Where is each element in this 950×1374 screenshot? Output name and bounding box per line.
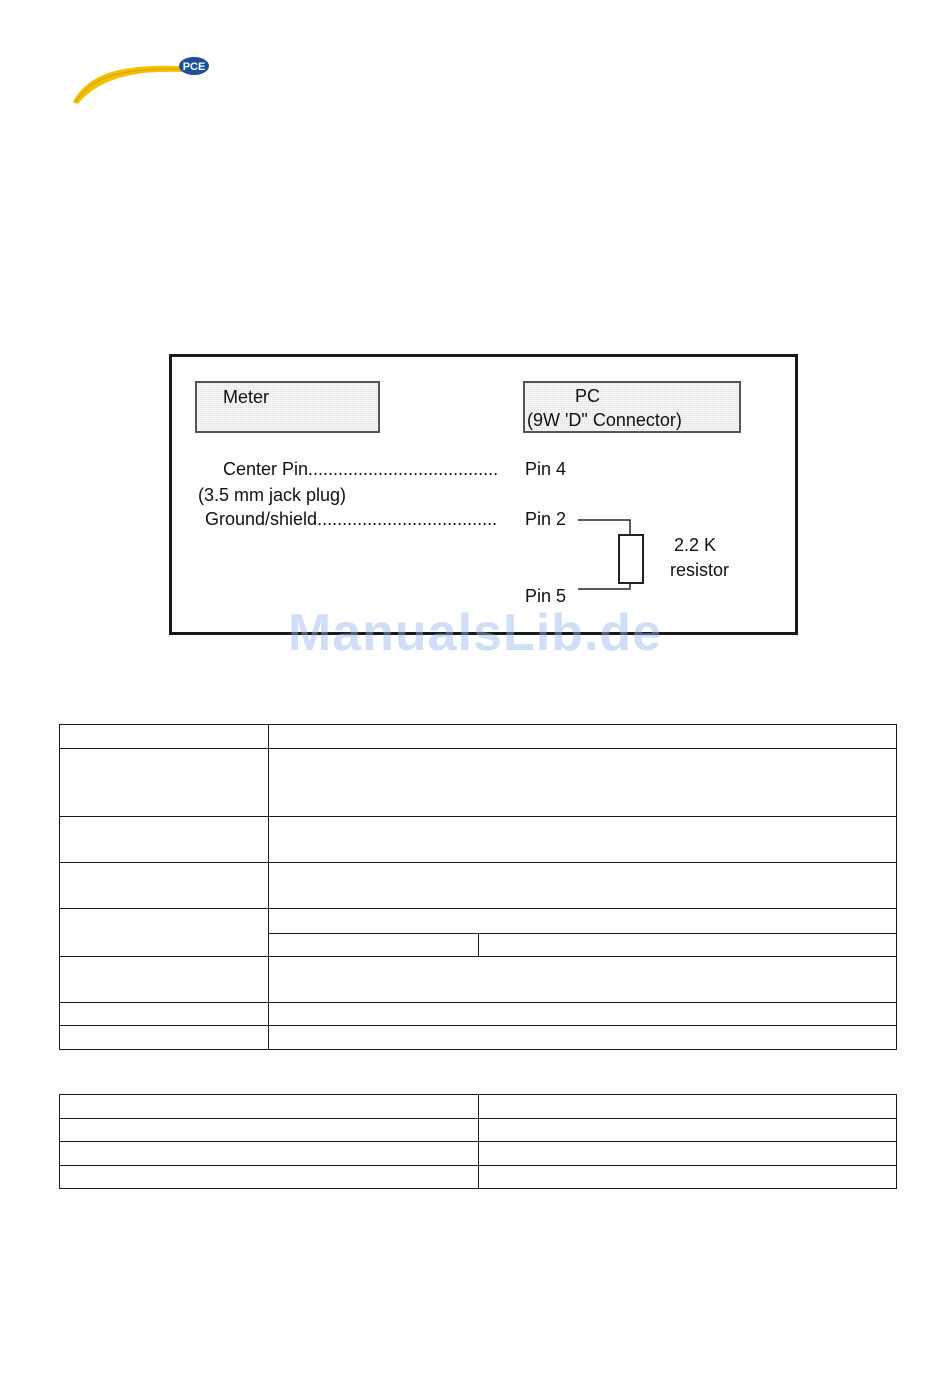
table-cell — [60, 725, 269, 749]
table-row — [60, 863, 897, 909]
table-row — [60, 1166, 897, 1189]
meter-label-box — [195, 381, 380, 433]
resistor-symbol — [619, 535, 643, 583]
table-cell — [60, 957, 269, 1003]
table-cell — [60, 909, 269, 957]
table-cell — [269, 934, 479, 957]
pce-logo — [70, 48, 220, 108]
table-row — [60, 749, 897, 817]
center-pin-text: Center Pin...................................... — [223, 459, 499, 479]
table-cell — [60, 1142, 479, 1166]
table-row — [60, 1119, 897, 1142]
meter-label: Meter — [223, 387, 270, 407]
jack-plug-text: (3.5 mm jack plug) — [198, 485, 347, 505]
pc-connector-label: (9W 'D" Connector) — [527, 410, 682, 430]
table-row — [60, 957, 897, 1003]
logo-text: PCE — [182, 61, 206, 73]
watermark: ManualsLib.de — [287, 604, 663, 662]
table-row — [60, 909, 897, 934]
pin2-wire — [578, 520, 630, 535]
table-cell — [60, 749, 269, 817]
table-row — [60, 1095, 897, 1119]
accessories-table — [59, 1094, 897, 1189]
table-cell — [269, 749, 897, 817]
table-cell — [479, 1166, 897, 1189]
pin2-label: Pin 2 — [525, 509, 567, 529]
ground-shield-text: Ground/shield.................................... — [205, 509, 498, 529]
table-row — [60, 725, 897, 749]
table-cell — [479, 934, 897, 957]
specification-table — [59, 724, 897, 1050]
table-cell — [60, 1003, 269, 1026]
table-cell — [479, 1095, 897, 1119]
table-cell — [60, 1119, 479, 1142]
table-row — [60, 1142, 897, 1166]
pc-label-box — [523, 381, 741, 433]
table-cell — [479, 1119, 897, 1142]
table-row — [60, 817, 897, 863]
table-row — [60, 1003, 897, 1026]
table-cell — [269, 1003, 897, 1026]
table-cell — [60, 863, 269, 909]
table-cell — [60, 817, 269, 863]
resistor-label: resistor — [670, 560, 730, 580]
table-cell — [269, 725, 897, 749]
pin4-label: Pin 4 — [525, 459, 567, 479]
resistor-value: 2.2 K — [674, 535, 717, 555]
pin5-label: Pin 5 — [525, 586, 567, 606]
table-cell — [269, 863, 897, 909]
table-cell — [60, 1095, 479, 1119]
table-cell — [479, 1142, 897, 1166]
table-cell — [269, 1026, 897, 1050]
table-cell — [269, 817, 897, 863]
table-cell — [60, 1026, 269, 1050]
table-cell — [269, 957, 897, 1003]
pc-label: PC — [575, 386, 601, 406]
table-row — [60, 1026, 897, 1050]
table-cell — [60, 1166, 479, 1189]
wiring-diagram — [169, 354, 798, 635]
table-cell — [269, 909, 897, 934]
